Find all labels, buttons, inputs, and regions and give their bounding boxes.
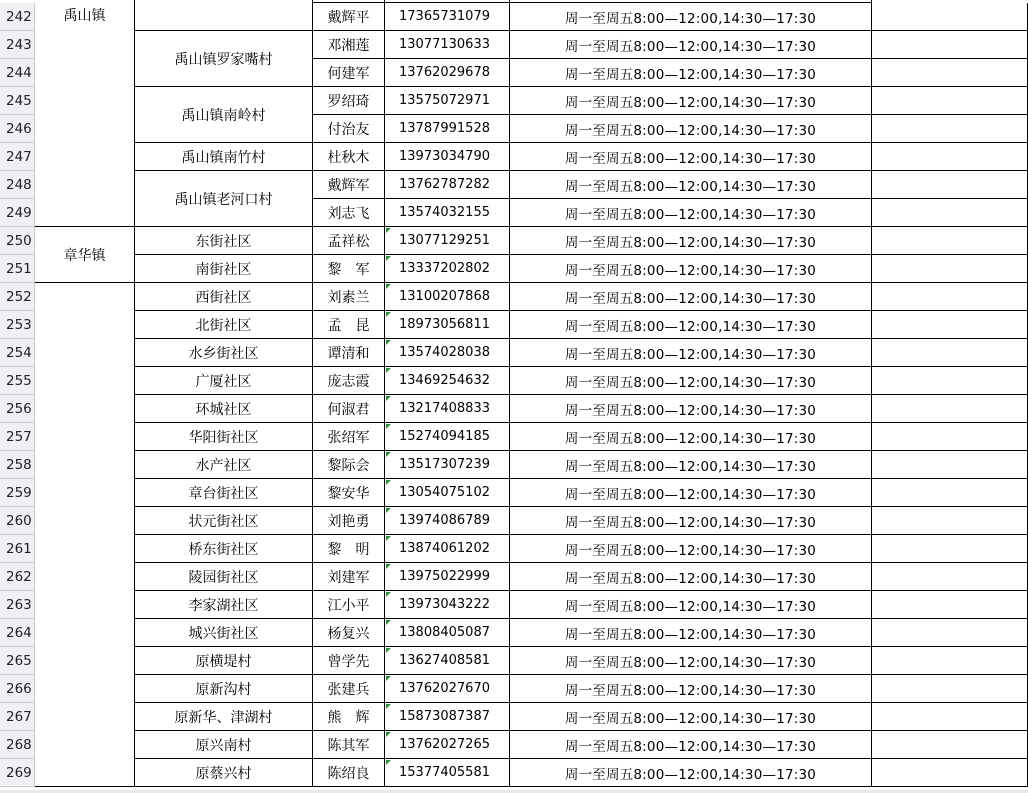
table-cell-person[interactable]: 杜秋木 — [313, 143, 385, 171]
row-number[interactable]: 269 — [0, 759, 35, 787]
table-cell-hours[interactable]: 周一至周五8:00—12:00,14:30—17:30 — [510, 227, 872, 255]
table-cell-person[interactable]: 刘艳勇 — [313, 507, 385, 535]
table-cell-phone[interactable]: 17365731079 — [385, 3, 510, 31]
row-number[interactable]: 244 — [0, 59, 35, 87]
table-cell-phone[interactable]: 13574032155 — [385, 199, 510, 227]
table-cell-person[interactable]: 戴辉平 — [313, 3, 385, 31]
table-cell-person[interactable]: 黎 军 — [313, 255, 385, 283]
row-number[interactable]: 264 — [0, 619, 35, 647]
table-cell-village[interactable]: 章台街社区 — [135, 479, 313, 507]
merged-village-cell[interactable] — [135, 31, 313, 87]
table-cell-empty[interactable] — [872, 199, 1028, 227]
table-cell-empty[interactable] — [872, 171, 1028, 199]
table-cell-hours[interactable]: 周一至周五8:00—12:00,14:30—17:30 — [510, 647, 872, 675]
table-cell-hours[interactable]: 周一至周五8:00—12:00,14:30—17:30 — [510, 31, 872, 59]
table-cell-phone[interactable]: 13973043222 — [385, 591, 510, 619]
table-cell-empty[interactable] — [872, 367, 1028, 395]
table-cell-phone[interactable]: 13808405087 — [385, 619, 510, 647]
row-number[interactable]: 254 — [0, 339, 35, 367]
merged-town-cell[interactable] — [35, 0, 135, 227]
row-number[interactable]: 252 — [0, 283, 35, 311]
table-cell-village[interactable]: 广厦社区 — [135, 367, 313, 395]
table-cell-phone[interactable]: 13762027265 — [385, 731, 510, 759]
table-cell-person[interactable]: 黎际会 — [313, 451, 385, 479]
table-cell-person[interactable]: 熊 辉 — [313, 703, 385, 731]
table-cell-phone[interactable]: 13575072971 — [385, 87, 510, 115]
table-cell-hours[interactable]: 周一至周五8:00—12:00,14:30—17:30 — [510, 311, 872, 339]
table-cell-person[interactable]: 陈其军 — [313, 731, 385, 759]
table-cell-hours[interactable]: 周一至周五8:00—12:00,14:30—17:30 — [510, 703, 872, 731]
row-number[interactable]: 259 — [0, 479, 35, 507]
table-cell-village[interactable]: 东街社区 — [135, 227, 313, 255]
table-cell-hours[interactable]: 周一至周五8:00—12:00,14:30—17:30 — [510, 731, 872, 759]
row-number[interactable]: 266 — [0, 675, 35, 703]
village-name: 禹山镇老河口村 — [174, 191, 273, 208]
table-cell-person[interactable]: 庞志霞 — [313, 367, 385, 395]
table-cell-village[interactable]: 西街社区 — [135, 283, 313, 311]
table-cell-empty[interactable] — [872, 87, 1028, 115]
table-cell-phone[interactable]: 13974086789 — [385, 507, 510, 535]
table-cell-phone[interactable]: 13574028038 — [385, 339, 510, 367]
table-cell-phone[interactable]: 13762027670 — [385, 675, 510, 703]
table-cell-empty[interactable] — [872, 703, 1028, 731]
table-cell-hours[interactable]: 周一至周五8:00—12:00,14:30—17:30 — [510, 759, 872, 787]
table-cell-hours[interactable]: 周一至周五8:00—12:00,14:30—17:30 — [510, 591, 872, 619]
table-cell-person[interactable]: 邓湘莲 — [313, 31, 385, 59]
table-cell-hours[interactable]: 周一至周五8:00—12:00,14:30—17:30 — [510, 675, 872, 703]
table-cell-person[interactable]: 刘志飞 — [313, 199, 385, 227]
table-cell-empty[interactable] — [872, 3, 1028, 31]
row-number[interactable]: 251 — [0, 255, 35, 283]
table-cell-person[interactable]: 孟 昆 — [313, 311, 385, 339]
table-cell-phone[interactable]: 13787991528 — [385, 115, 510, 143]
table-cell-phone[interactable]: 15873087387 — [385, 703, 510, 731]
table-cell-hours[interactable]: 周一至周五8:00—12:00,14:30—17:30 — [510, 423, 872, 451]
table-cell-village[interactable]: 原兴南村 — [135, 731, 313, 759]
village-name: 禹山镇罗家嘴村 — [174, 51, 273, 68]
table-cell-hours[interactable]: 周一至周五8:00—12:00,14:30—17:30 — [510, 59, 872, 87]
table-cell-village[interactable]: 南街社区 — [135, 255, 313, 283]
table-cell-phone[interactable]: 13077129251 — [385, 227, 510, 255]
table-cell-hours[interactable]: 周一至周五8:00—12:00,14:30—17:30 — [510, 255, 872, 283]
table-cell-empty[interactable] — [872, 647, 1028, 675]
table-cell-empty[interactable] — [872, 619, 1028, 647]
merged-town-cell[interactable] — [35, 283, 135, 787]
table-cell-empty[interactable] — [872, 451, 1028, 479]
table-cell-hours[interactable]: 周一至周五8:00—12:00,14:30—17:30 — [510, 451, 872, 479]
table-cell-phone[interactable]: 13517307239 — [385, 451, 510, 479]
table-cell-phone[interactable]: 13217408833 — [385, 395, 510, 423]
table-cell-person[interactable]: 黎 明 — [313, 535, 385, 563]
table-cell-village[interactable]: 状元街社区 — [135, 507, 313, 535]
table-cell-empty[interactable] — [872, 339, 1028, 367]
table-cell-person[interactable]: 何建军 — [313, 59, 385, 87]
table-cell-village[interactable]: 环城社区 — [135, 395, 313, 423]
table-cell-empty[interactable] — [872, 143, 1028, 171]
row-number[interactable]: 262 — [0, 563, 35, 591]
row-number[interactable]: 243 — [0, 31, 35, 59]
table-cell-person[interactable]: 戴辉军 — [313, 171, 385, 199]
table-cell-person[interactable]: 张建兵 — [313, 675, 385, 703]
row-number[interactable]: 245 — [0, 87, 35, 115]
table-cell-empty[interactable] — [872, 479, 1028, 507]
table-cell-village[interactable]: 原横堤村 — [135, 647, 313, 675]
row-number[interactable]: 250 — [0, 227, 35, 255]
table-cell-person[interactable]: 刘素兰 — [313, 283, 385, 311]
merged-village-cell[interactable] — [135, 171, 313, 227]
table-cell-phone[interactable]: 13054075102 — [385, 479, 510, 507]
table-cell-phone[interactable]: 13762787282 — [385, 171, 510, 199]
table-cell-empty[interactable] — [872, 535, 1028, 563]
row-number[interactable]: 258 — [0, 451, 35, 479]
table-cell-hours[interactable]: 周一至周五8:00—12:00,14:30—17:30 — [510, 339, 872, 367]
table-cell-empty[interactable] — [872, 283, 1028, 311]
table-cell-person[interactable]: 付治友 — [313, 115, 385, 143]
table-cell-hours[interactable]: 周一至周五8:00—12:00,14:30—17:30 — [510, 535, 872, 563]
row-number[interactable]: 260 — [0, 507, 35, 535]
table-cell-phone[interactable]: 13762029678 — [385, 59, 510, 87]
row-number[interactable]: 246 — [0, 115, 35, 143]
row-number[interactable]: 249 — [0, 199, 35, 227]
table-cell-person[interactable]: 黎安华 — [313, 479, 385, 507]
table-cell-village[interactable]: 原新华、津湖村 — [135, 703, 313, 731]
table-cell-empty[interactable] — [872, 255, 1028, 283]
table-cell-empty[interactable] — [872, 59, 1028, 87]
table-cell-empty[interactable] — [872, 591, 1028, 619]
row-number[interactable]: 253 — [0, 311, 35, 339]
table-cell-person[interactable]: 杨复兴 — [313, 619, 385, 647]
table-cell-person[interactable]: 何淑君 — [313, 395, 385, 423]
table-cell-empty[interactable] — [872, 731, 1028, 759]
table-cell-village[interactable]: 华阳街社区 — [135, 423, 313, 451]
table-cell-person[interactable]: 曾学先 — [313, 647, 385, 675]
row-number[interactable]: 257 — [0, 423, 35, 451]
table-cell-village[interactable]: 北街社区 — [135, 311, 313, 339]
table-cell-hours[interactable]: 周一至周五8:00—12:00,14:30—17:30 — [510, 87, 872, 115]
table-cell-hours[interactable]: 周一至周五8:00—12:00,14:30—17:30 — [510, 3, 872, 31]
table-cell-person[interactable]: 孟祥松 — [313, 227, 385, 255]
row-number[interactable]: 263 — [0, 591, 35, 619]
table-cell-village[interactable]: 原新沟村 — [135, 675, 313, 703]
table-cell-village[interactable]: 陵园街社区 — [135, 563, 313, 591]
table-cell-hours[interactable]: 周一至周五8:00—12:00,14:30—17:30 — [510, 199, 872, 227]
table-cell-person[interactable]: 刘建军 — [313, 563, 385, 591]
row-number[interactable]: 261 — [0, 535, 35, 563]
row-number[interactable]: 268 — [0, 731, 35, 759]
table-cell-phone[interactable]: 13100207868 — [385, 283, 510, 311]
table-cell-village[interactable]: 桥东街社区 — [135, 535, 313, 563]
row-number[interactable]: 267 — [0, 703, 35, 731]
row-number[interactable]: 255 — [0, 367, 35, 395]
row-number[interactable]: 247 — [0, 143, 35, 171]
table-cell-hours[interactable]: 周一至周五8:00—12:00,14:30—17:30 — [510, 479, 872, 507]
table-cell-hours[interactable]: 周一至周五8:00—12:00,14:30—17:30 — [510, 171, 872, 199]
town-name: 禹山镇 — [63, 8, 106, 24]
table-cell-village[interactable]: 水乡街社区 — [135, 339, 313, 367]
table-cell-person[interactable]: 谭清和 — [313, 339, 385, 367]
table-cell-empty[interactable] — [872, 507, 1028, 535]
table-cell-hours[interactable]: 周一至周五8:00—12:00,14:30—17:30 — [510, 283, 872, 311]
row-number[interactable]: 248 — [0, 171, 35, 199]
table-cell-empty[interactable] — [872, 423, 1028, 451]
table-cell-phone[interactable]: 18973056811 — [385, 311, 510, 339]
row-number[interactable]: 265 — [0, 647, 35, 675]
village-name: 禹山镇南岭村 — [181, 107, 266, 124]
table-cell-village[interactable]: 水产社区 — [135, 451, 313, 479]
table-cell-empty[interactable] — [872, 311, 1028, 339]
table-cell-phone[interactable]: 13469254632 — [385, 367, 510, 395]
table-cell-village[interactable]: 李家湖社区 — [135, 591, 313, 619]
table-cell-empty[interactable] — [872, 563, 1028, 591]
table-cell-phone[interactable]: 13337202802 — [385, 255, 510, 283]
table-cell-hours[interactable]: 周一至周五8:00—12:00,14:30—17:30 — [510, 619, 872, 647]
table-cell-phone[interactable]: 13874061202 — [385, 535, 510, 563]
table-cell-village[interactable]: 城兴街社区 — [135, 619, 313, 647]
table-cell-empty[interactable] — [872, 115, 1028, 143]
row-number[interactable]: 242 — [0, 3, 35, 31]
table-cell-person[interactable]: 张绍军 — [313, 423, 385, 451]
merged-village-cell[interactable] — [135, 0, 313, 31]
table-cell-phone[interactable]: 13077130633 — [385, 31, 510, 59]
table-cell-person[interactable]: 罗绍琦 — [313, 87, 385, 115]
table-cell-empty[interactable] — [872, 675, 1028, 703]
table-cell-phone[interactable]: 13973034790 — [385, 143, 510, 171]
table-cell-empty[interactable] — [872, 395, 1028, 423]
merged-town-cell[interactable] — [35, 227, 135, 283]
table-cell-empty[interactable] — [872, 759, 1028, 787]
merged-village-cell[interactable] — [135, 87, 313, 143]
table-cell-hours[interactable]: 周一至周五8:00—12:00,14:30—17:30 — [510, 395, 872, 423]
table-cell-hours[interactable]: 周一至周五8:00—12:00,14:30—17:30 — [510, 507, 872, 535]
table-cell-empty[interactable] — [872, 31, 1028, 59]
table-cell-phone[interactable]: 15377405581 — [385, 759, 510, 787]
table-cell-hours[interactable]: 周一至周五8:00—12:00,14:30—17:30 — [510, 563, 872, 591]
table-cell-phone[interactable]: 13627408581 — [385, 647, 510, 675]
table-cell-hours[interactable]: 周一至周五8:00—12:00,14:30—17:30 — [510, 143, 872, 171]
table-cell-village[interactable]: 原蔡兴村 — [135, 759, 313, 787]
village-name: 禹山镇南竹村 — [181, 149, 266, 166]
table-cell-empty[interactable] — [872, 227, 1028, 255]
table-cell-phone[interactable]: 13975022999 — [385, 563, 510, 591]
table-cell-hours[interactable]: 周一至周五8:00—12:00,14:30—17:30 — [510, 367, 872, 395]
table-cell-person[interactable]: 江小平 — [313, 591, 385, 619]
table-cell-hours[interactable]: 周一至周五8:00—12:00,14:30—17:30 — [510, 115, 872, 143]
town-name: 章华镇 — [63, 247, 106, 264]
merged-village-cell[interactable] — [135, 143, 313, 171]
table-cell-phone[interactable]: 15274094185 — [385, 423, 510, 451]
table-cell-person[interactable]: 陈绍良 — [313, 759, 385, 787]
row-number[interactable]: 256 — [0, 395, 35, 423]
